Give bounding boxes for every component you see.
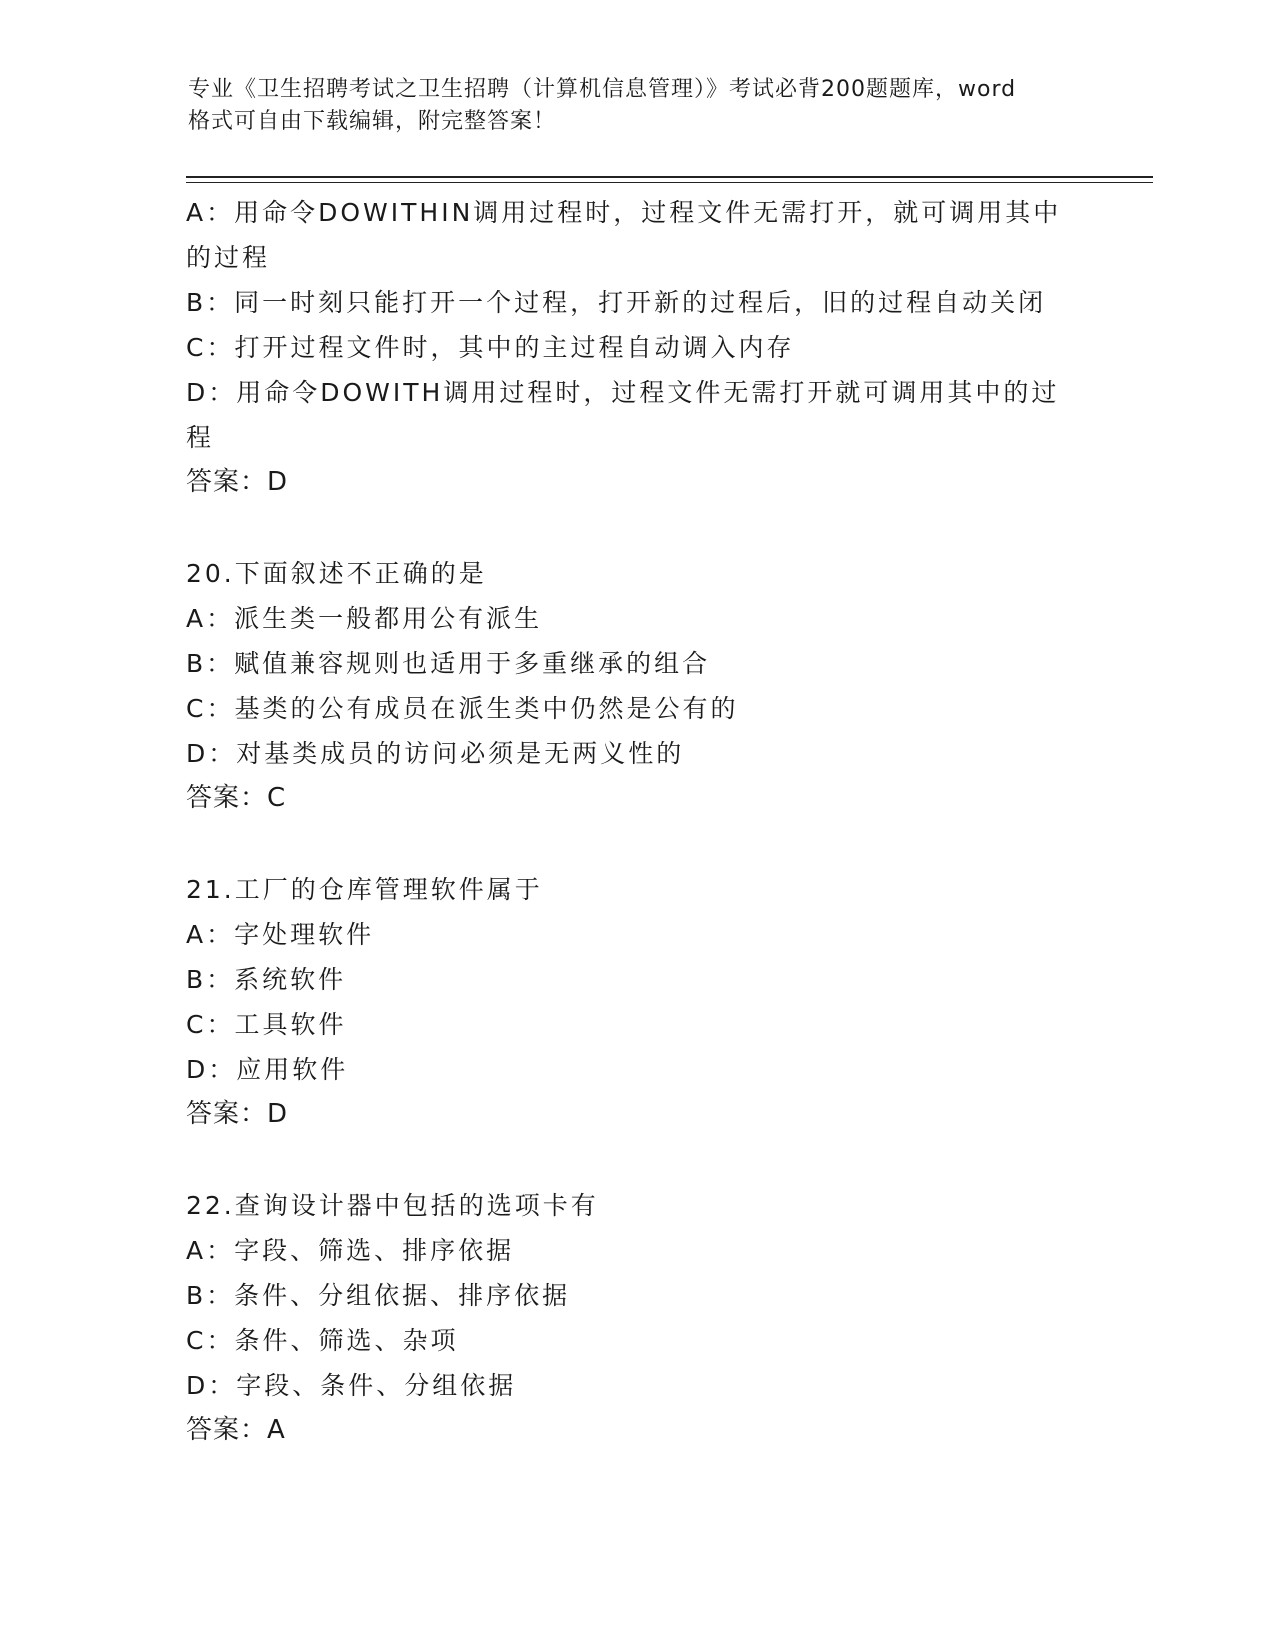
option-d: D：应用软件	[186, 1055, 349, 1084]
answer-label: 答案：D	[186, 1099, 289, 1129]
document-header	[188, 74, 1088, 138]
option-c: C：基类的公有成员在派生类中仍然是公有的	[186, 694, 739, 723]
option-a: A：派生类一般都用公有派生	[186, 604, 543, 633]
header-divider-thin	[186, 182, 1153, 183]
option-line: A：用命令DOWITHIN调用过程时，过程文件无需打开，就可调用其中	[186, 198, 1062, 227]
option-a: A：字处理软件	[186, 920, 375, 949]
option-line: 的过程	[186, 243, 271, 272]
spacer	[186, 1137, 1086, 1183]
spacer	[186, 821, 1086, 867]
option-c: C：条件、筛选、杂项	[186, 1326, 459, 1355]
question-stem: 22.查询设计器中包括的选项卡有	[186, 1191, 599, 1220]
option-d: D：字段、条件、分组依据	[186, 1371, 517, 1400]
option-a: A：字段、筛选、排序依据	[186, 1236, 515, 1265]
question-20	[186, 551, 1086, 821]
option-b: B：赋值兼容规则也适用于多重继承的组合	[186, 649, 711, 678]
answer-label: 答案：D	[186, 467, 289, 497]
option-b: B：系统软件	[186, 965, 347, 994]
header-title-line-2: 格式可自由下载编辑，附完整答案！	[188, 109, 557, 134]
question-22	[186, 1183, 1086, 1453]
option-c: C：工具软件	[186, 1010, 347, 1039]
answer-label: 答案：C	[186, 783, 287, 813]
answer-label: 答案：A	[186, 1415, 286, 1445]
header-title-line-1: 专业《卫生招聘考试之卫生招聘（计算机信息管理）》考试必背200题题库，word	[188, 77, 1017, 102]
question-stem: 20.下面叙述不正确的是	[186, 559, 487, 588]
option-line: D：用命令DOWITH调用过程时，过程文件无需打开就可调用其中的过	[186, 378, 1060, 407]
question-19-continued	[186, 190, 1086, 505]
question-stem: 21.工厂的仓库管理软件属于	[186, 875, 543, 904]
option-b: B：条件、分组依据、排序依据	[186, 1281, 571, 1310]
option-line: B：同一时刻只能打开一个过程，打开新的过程后，旧的过程自动关闭	[186, 288, 1047, 317]
option-d: D：对基类成员的访问必须是无两义性的	[186, 739, 685, 768]
header-divider-thick	[186, 176, 1153, 178]
question-list	[186, 190, 1086, 1453]
spacer	[186, 505, 1086, 551]
option-line: 程	[186, 423, 215, 452]
question-21	[186, 867, 1086, 1137]
option-line: C：打开过程文件时，其中的主过程自动调入内存	[186, 333, 795, 362]
